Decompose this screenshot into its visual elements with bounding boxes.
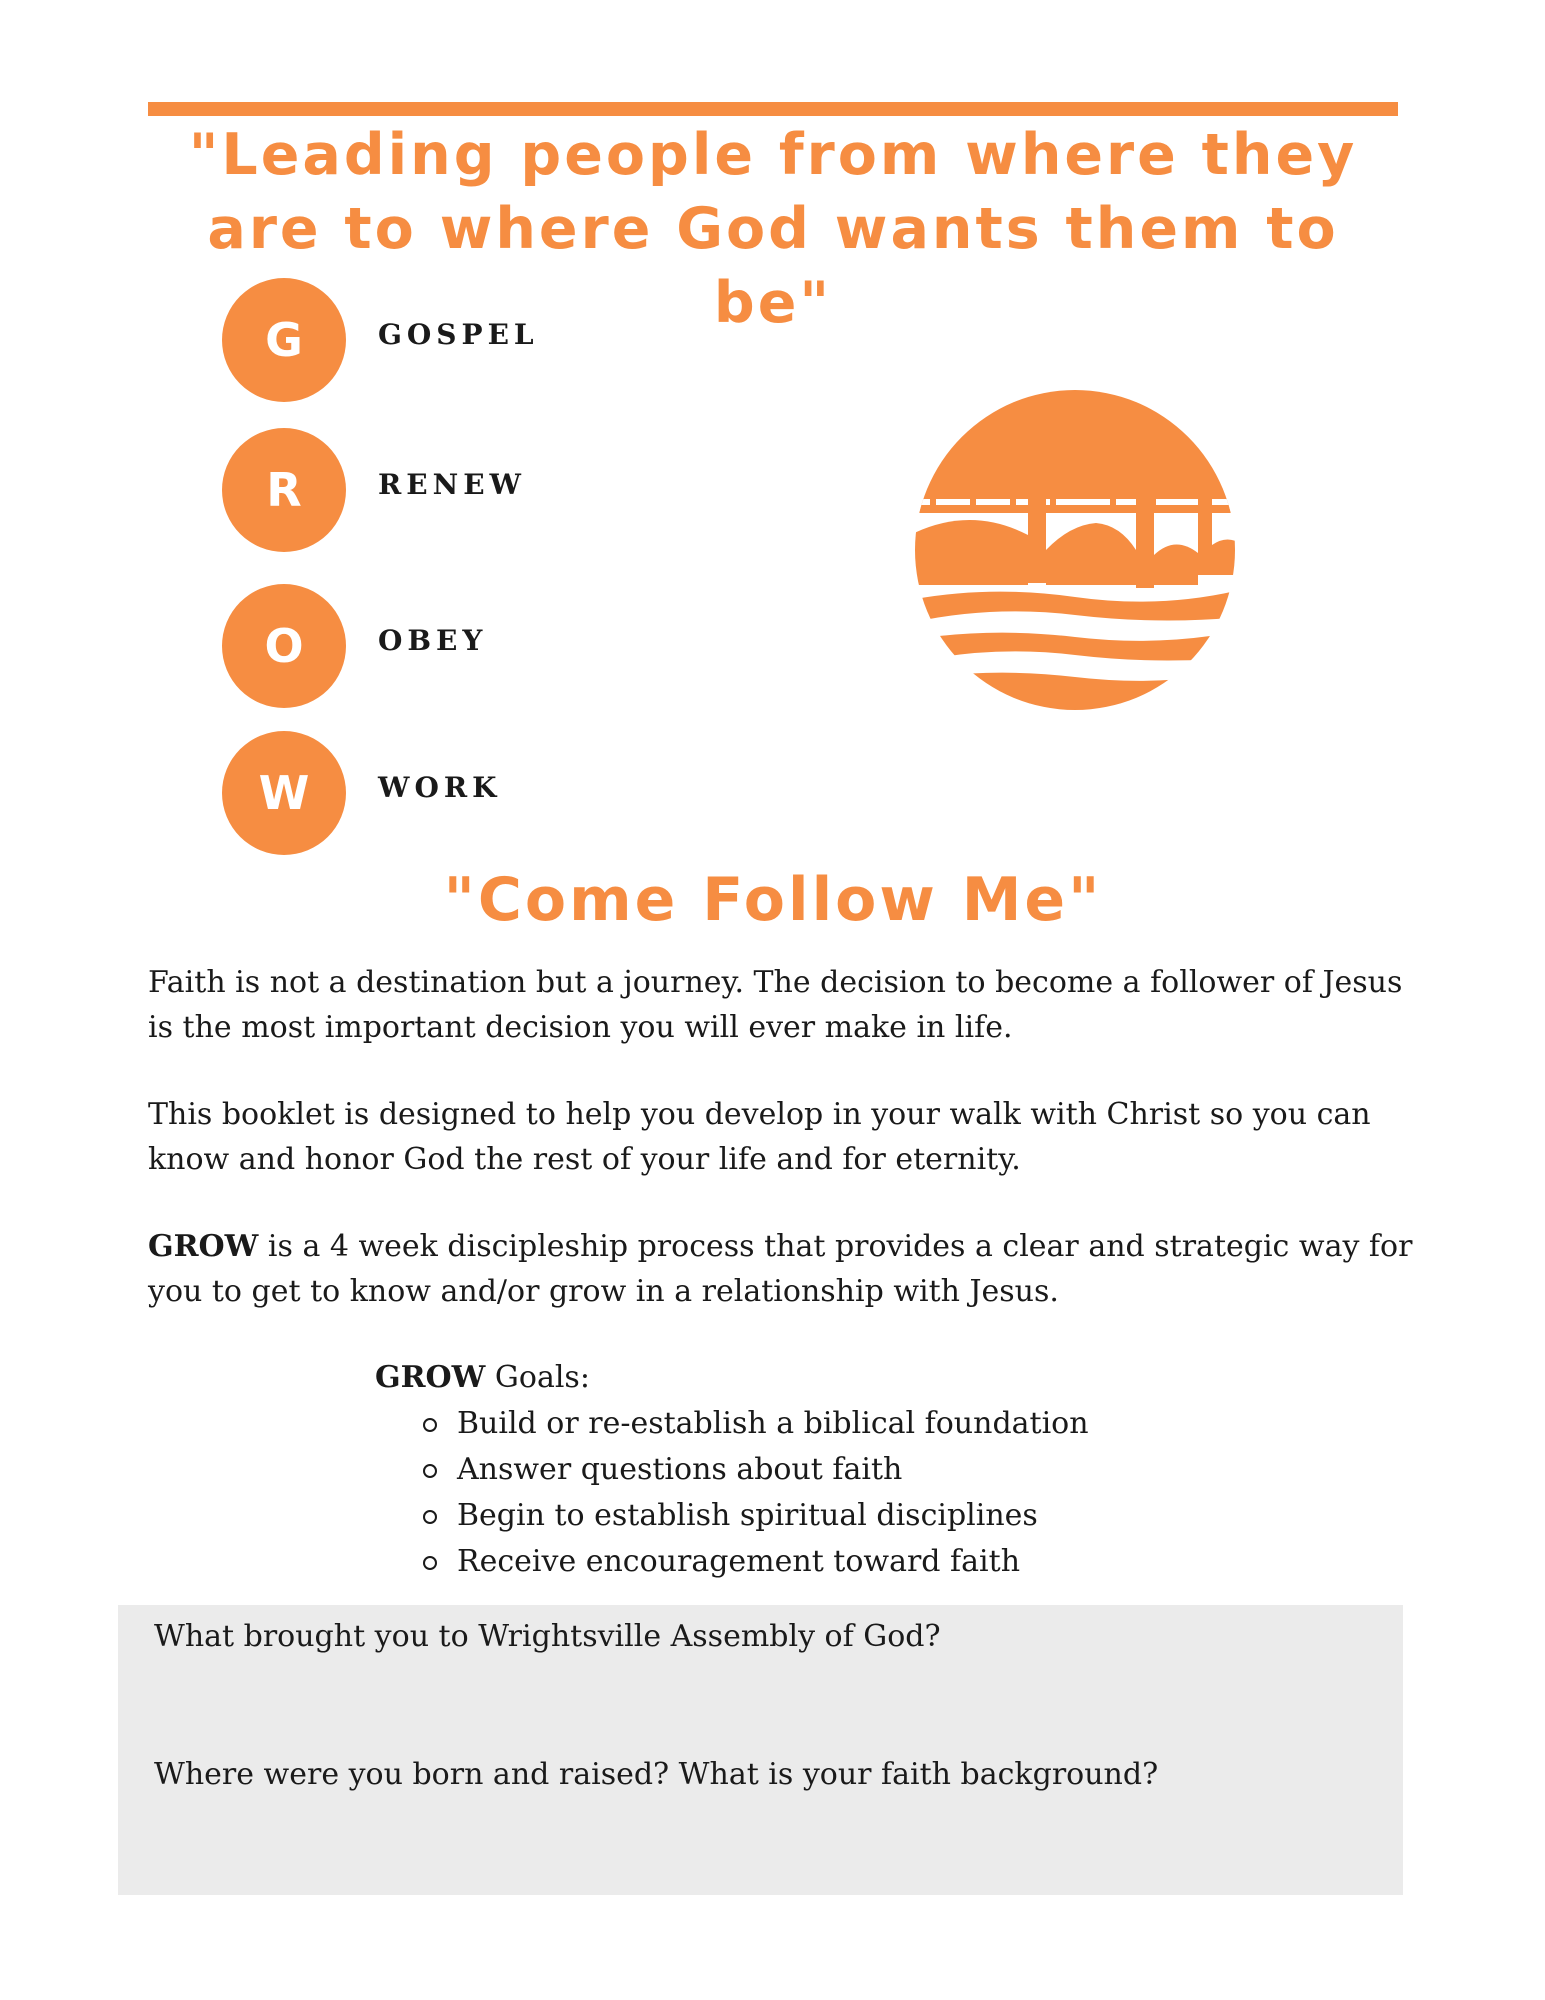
goal-text: Receive encouragement toward faith <box>457 1544 1021 1579</box>
tagline-line-2: are to where God wants them to be" <box>207 196 1339 336</box>
grow-word-gospel: GOSPEL <box>378 318 539 351</box>
list-item <box>423 1539 1275 1585</box>
goal-text: Begin to establish spiritual disciplines <box>457 1498 1038 1533</box>
question-1: What brought you to Wrightsville Assembly of God? <box>154 1619 941 1654</box>
questions-box <box>118 1605 1403 1895</box>
grow-step-obey <box>222 584 722 708</box>
intro-paragraph-3 <box>148 1224 1413 1314</box>
grow-step-work <box>222 731 722 855</box>
bridge-over-water-logo-icon <box>910 385 1240 715</box>
letter-circle-w: W <box>222 731 346 855</box>
bullet-circle-icon <box>423 1464 437 1478</box>
bullet-circle-icon <box>423 1510 437 1524</box>
letter-circle-g: G <box>222 278 346 402</box>
letter-circle-r: R <box>222 428 346 552</box>
goals-list <box>375 1401 1275 1585</box>
top-accent-bar <box>148 102 1398 116</box>
grow-step-renew <box>222 428 722 552</box>
goal-text: Build or re-establish a biblical foundation <box>457 1406 1089 1441</box>
goals-title-bold: GROW <box>375 1360 486 1395</box>
intro-paragraph-1: Faith is not a destination but a journey. The decision to become a follower of Jesus is the most important decision you will ever make in life. <box>148 965 1403 1045</box>
tagline-line-1: "Leading people from where they <box>188 122 1358 188</box>
grow-step-gospel <box>222 278 722 402</box>
question-2: Where were you born and raised? What is your faith background? <box>154 1757 1159 1792</box>
list-item <box>423 1401 1275 1447</box>
grow-word-obey: OBEY <box>378 624 488 657</box>
section-title: "Come Follow Me" <box>443 865 1103 935</box>
bullet-circle-icon <box>423 1556 437 1570</box>
grow-bold-label: GROW <box>148 1229 259 1264</box>
goals-title-rest: Goals: <box>485 1360 590 1395</box>
grow-word-renew: RENEW <box>378 468 526 501</box>
goals-title <box>375 1355 1275 1401</box>
bullet-circle-icon <box>423 1418 437 1432</box>
goal-text: Answer questions about faith <box>457 1452 903 1487</box>
grow-goals <box>375 1355 1275 1585</box>
paragraph-3-text: is a 4 week discipleship process that provides a clear and strategic way for you to get to know and/or grow in a relationship with Jesus. <box>148 1229 1413 1309</box>
letter-circle-o: O <box>222 584 346 708</box>
intro-paragraph-2: This booklet is designed to help you develop in your walk with Christ so you can know and honor God the rest of your life and for eternity. <box>148 1097 1371 1177</box>
list-item <box>423 1493 1275 1539</box>
grow-word-work: WORK <box>378 771 502 804</box>
list-item <box>423 1447 1275 1493</box>
